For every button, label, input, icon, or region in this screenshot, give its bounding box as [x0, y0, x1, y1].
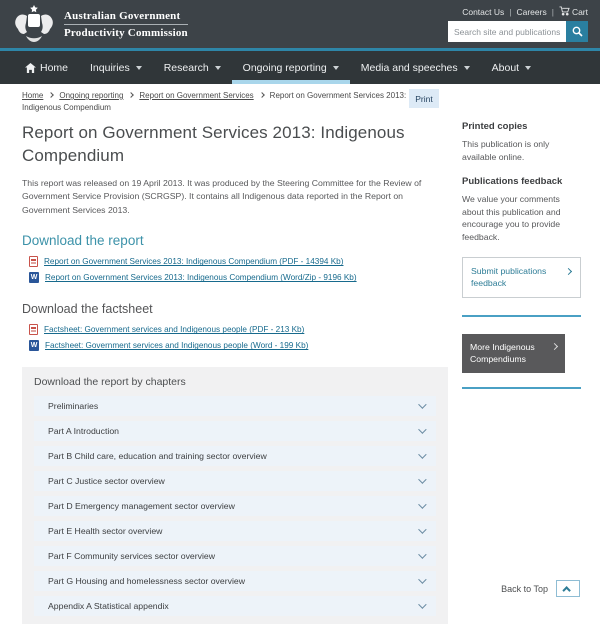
chevron-up-icon — [562, 586, 570, 594]
contact-us-link[interactable]: Contact Us — [462, 6, 505, 17]
list-item — [29, 340, 450, 351]
download-report-heading: Download the report — [22, 233, 144, 249]
factsheet-pdf-link[interactable]: Factsheet: Government services and Indigenous people (PDF - 213 Kb) — [44, 325, 305, 335]
breadcrumb-separator-icon — [129, 92, 135, 98]
word-letter: W — [30, 274, 38, 282]
breadcrumb-link-ongoing-reporting[interactable]: Ongoing reporting — [59, 91, 124, 100]
utility-links — [462, 6, 588, 17]
print-button[interactable]: Print — [409, 89, 439, 108]
active-nav-indicator — [232, 80, 350, 84]
list-item — [29, 324, 450, 335]
chevron-down-icon — [525, 66, 531, 70]
search-icon — [572, 26, 583, 37]
chapter-accordion-part-b[interactable] — [34, 446, 436, 466]
nav-label: Research — [163, 61, 209, 74]
chapter-label: Part E Health sector overview — [48, 526, 163, 537]
chevron-right-icon — [551, 343, 558, 350]
nav-item-about[interactable] — [481, 51, 542, 84]
more-compendiums-label: More Indigenous Compendiums — [470, 341, 535, 365]
nav-label: Home — [40, 61, 69, 74]
word-file-icon — [29, 272, 39, 283]
cart-icon — [559, 6, 570, 16]
chapter-accordion-part-g[interactable] — [34, 571, 436, 591]
back-to-top — [501, 580, 580, 597]
site-header — [0, 0, 600, 48]
chapter-label: Part F Community services sector overview — [48, 551, 216, 562]
chapter-label: Appendix A Statistical appendix — [48, 601, 169, 612]
agency-line2: Productivity Commission — [64, 26, 188, 39]
chevron-down-icon — [418, 576, 426, 584]
chapter-accordion-preliminaries[interactable] — [34, 396, 436, 416]
page-title: Report on Government Services 2013: Indigenous Compendium — [22, 123, 405, 165]
nav-label: Inquiries — [90, 61, 130, 74]
breadcrumb-current: Report on Government Services 2013: Indigenous Compendium — [22, 91, 407, 112]
right-sidebar — [462, 121, 581, 389]
nav-item-home[interactable] — [14, 51, 79, 84]
careers-link[interactable]: Careers — [516, 6, 547, 17]
sidebar-divider — [462, 315, 581, 317]
submit-feedback-button[interactable] — [462, 257, 581, 298]
home-icon — [25, 63, 36, 73]
chevron-down-icon — [418, 476, 426, 484]
breadcrumb-link-home[interactable]: Home — [22, 91, 44, 100]
list-item — [29, 256, 450, 267]
agency-name — [64, 10, 188, 39]
chapter-label: Part G Housing and homelessness sector overview — [48, 576, 246, 587]
chevron-down-icon — [464, 66, 470, 70]
nav-item-research[interactable] — [153, 51, 232, 84]
search-bar — [448, 21, 588, 42]
pdf-file-icon — [29, 256, 38, 267]
chapter-accordion-appendix-a[interactable] — [34, 596, 436, 616]
nav-label: Ongoing reporting — [242, 61, 327, 74]
chevron-down-icon — [418, 501, 426, 509]
chevron-down-icon — [418, 601, 426, 609]
chapter-accordion-part-f[interactable] — [34, 546, 436, 566]
back-to-top-label: Back to Top — [501, 583, 548, 594]
sidebar-divider — [462, 387, 581, 389]
chapter-label: Part B Child care, education and training sector overview — [48, 451, 267, 462]
search-button[interactable] — [566, 21, 588, 42]
chevron-right-icon — [565, 268, 572, 275]
chevron-down-icon — [136, 66, 142, 70]
chevron-down-icon — [418, 451, 426, 459]
search-input[interactable] — [448, 21, 566, 42]
report-pdf-link[interactable]: Report on Government Services 2013: Indigenous Compendium (PDF - 14394 Kb) — [44, 257, 344, 267]
cart-label: Cart — [571, 7, 588, 17]
nav-item-inquiries[interactable] — [79, 51, 153, 84]
separator: | — [551, 6, 554, 17]
chapter-accordion-part-c[interactable] — [34, 471, 436, 491]
back-to-top-button[interactable] — [556, 580, 580, 597]
download-factsheet-heading: Download the factsheet — [22, 302, 153, 317]
word-file-icon — [29, 340, 39, 351]
report-download-list — [29, 256, 450, 283]
chapter-accordion-part-a[interactable] — [34, 421, 436, 441]
printed-copies-heading: Printed copies — [462, 121, 528, 132]
chapter-label: Part C Justice sector overview — [48, 476, 165, 487]
nav-label: Media and speeches — [360, 61, 458, 74]
factsheet-word-link[interactable]: Factsheet: Government services and Indigenous people (Word - 199 Kb) — [45, 341, 309, 351]
publications-feedback-text: We value your comments about this publication and encourage you to provide feedback. — [462, 194, 561, 243]
chapter-label: Preliminaries — [48, 401, 99, 412]
chevron-down-icon — [215, 66, 221, 70]
chevron-down-icon — [333, 66, 339, 70]
chapter-accordion-part-d[interactable] — [34, 496, 436, 516]
publications-feedback-heading: Publications feedback — [462, 176, 563, 188]
nav-label: About — [491, 61, 520, 74]
separator: | — [509, 6, 512, 17]
chapters-panel — [22, 367, 448, 624]
submit-feedback-label: Submit publications feedback — [471, 265, 547, 289]
chapter-accordion-part-e[interactable] — [34, 521, 436, 541]
breadcrumb-separator-icon — [259, 92, 265, 98]
chapters-heading: Download the report by chapters — [34, 376, 186, 389]
main-content — [22, 122, 450, 624]
factsheet-download-list — [29, 324, 450, 351]
printed-copies-text: This publication is only available online. — [462, 139, 550, 162]
nav-item-media-and-speeches[interactable] — [350, 51, 481, 84]
breadcrumb — [22, 90, 417, 114]
chevron-down-icon — [418, 401, 426, 409]
chapter-label: Part A Introduction — [48, 426, 119, 437]
pdf-file-icon — [29, 324, 38, 335]
breadcrumb-link-rogs[interactable]: Report on Government Services — [139, 91, 254, 100]
chevron-down-icon — [418, 426, 426, 434]
more-compendiums-button[interactable] — [462, 334, 565, 373]
cart-link[interactable] — [559, 6, 588, 17]
coat-of-arms-icon — [12, 4, 56, 44]
government-branding[interactable] — [12, 4, 188, 44]
agency-line1: Australian Government — [64, 10, 188, 25]
breadcrumb-separator-icon — [49, 92, 55, 98]
report-word-link[interactable]: Report on Government Services 2013: Indigenous Compendium (Word/Zip - 9196 Kb) — [45, 273, 357, 283]
word-letter: W — [30, 342, 38, 350]
main-navigation — [0, 51, 600, 84]
list-item — [29, 272, 450, 283]
intro-paragraph: This report was released on 19 April 2013. It was produced by the Steering Committee for the Review of Government Service Provision (SCRGSP). It contains all Indigenous data reported in the Report on Government Services 2013. — [22, 177, 422, 215]
chapter-label: Part D Emergency management sector overview — [48, 501, 235, 512]
chevron-down-icon — [418, 526, 426, 534]
nav-item-ongoing-reporting[interactable] — [232, 51, 350, 84]
chevron-down-icon — [418, 551, 426, 559]
